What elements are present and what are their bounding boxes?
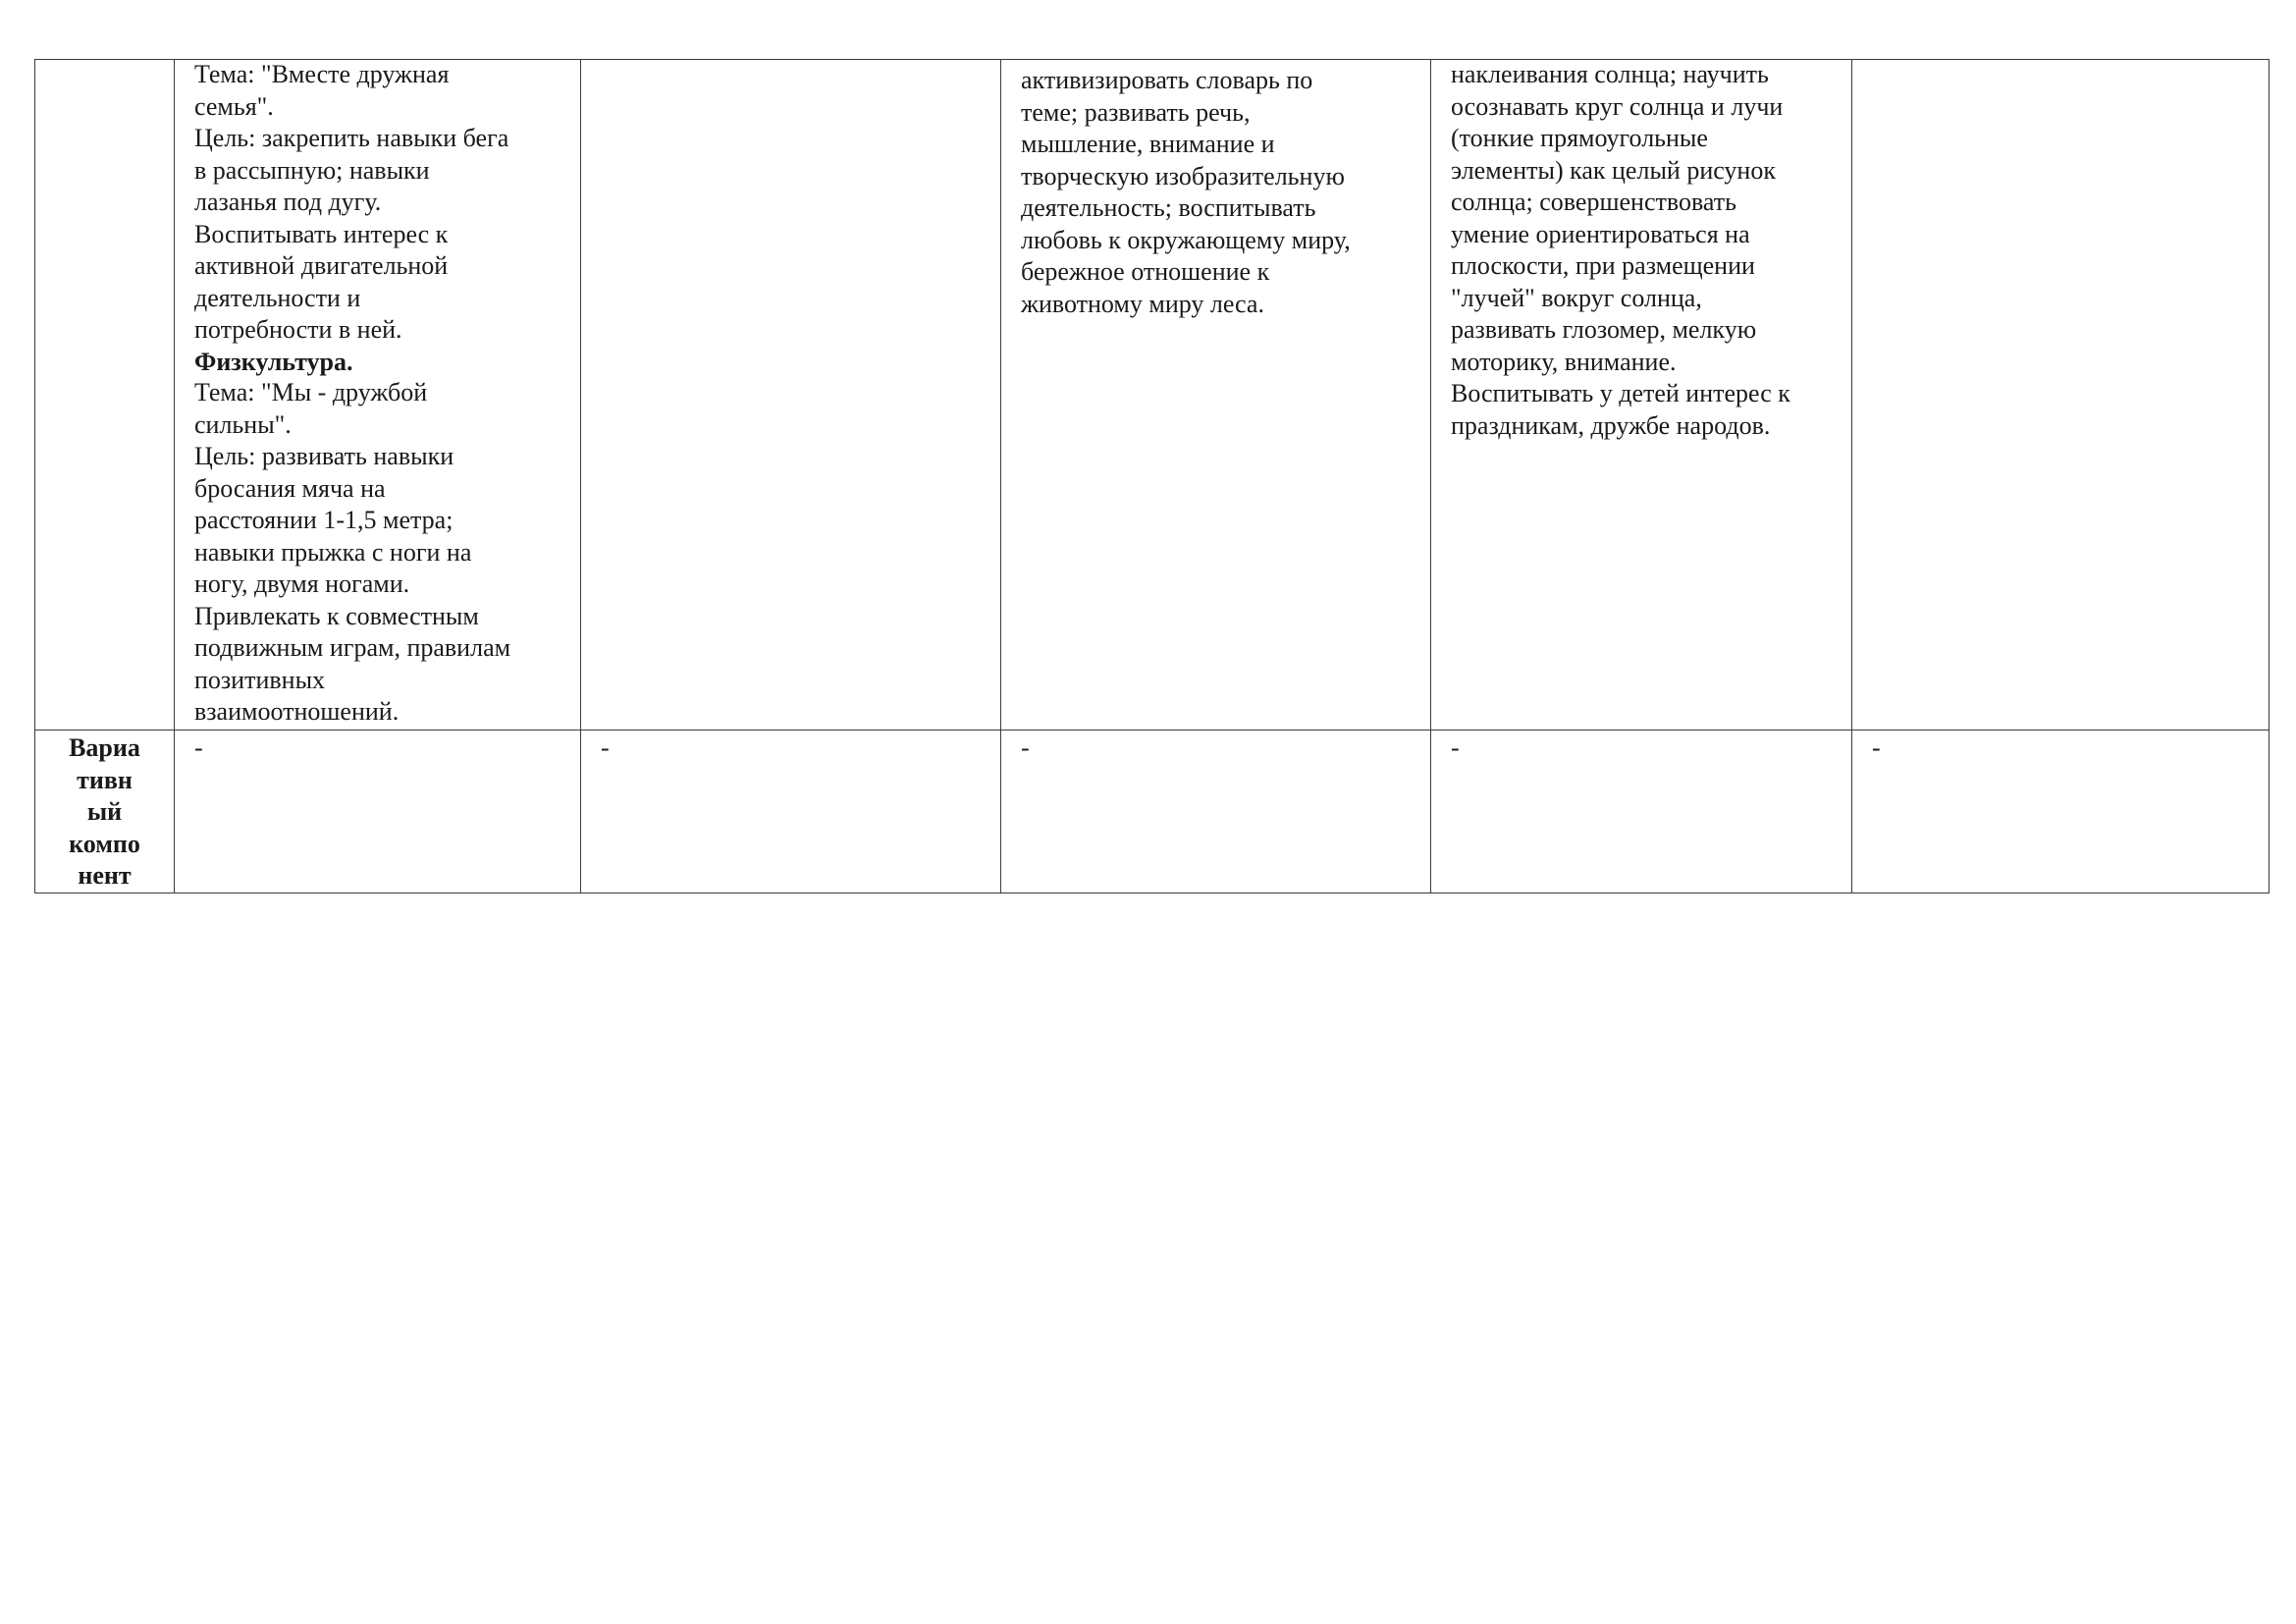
lesson-goals-text: активизировать словарь по теме; развивать речь, мышление, внимание и творческую изобразительную деятельность; воспитывать любовь к окружающему миру, бережное отношение к животному миру леса. <box>1021 66 1351 318</box>
cell-dash: - <box>1872 733 1881 762</box>
cell-dash: - <box>1021 733 1030 762</box>
cell-var-col3 <box>581 731 1001 893</box>
cell-main-col2 <box>175 60 581 731</box>
cell-main-col4 <box>1001 60 1431 731</box>
cell-var-col2 <box>175 731 581 893</box>
cell-main-col5 <box>1431 60 1852 731</box>
cell-main-col3 <box>581 60 1001 731</box>
table-row-main <box>35 60 2269 731</box>
table-row-variative <box>35 731 2269 893</box>
row-label-variative <box>35 731 175 893</box>
cell-dash: - <box>1451 733 1460 762</box>
cell-dash: - <box>194 733 203 762</box>
cell-dash: - <box>601 733 610 762</box>
cell-var-col6 <box>1852 731 2269 893</box>
section-heading-physical-education: Физкультура. <box>194 347 353 376</box>
plan-table <box>34 59 2269 893</box>
row-label-text: Вариа тивн ый компо нент <box>69 733 140 890</box>
cell-var-col5 <box>1431 731 1852 893</box>
cell-main-col1 <box>35 60 175 731</box>
cell-main-col6 <box>1852 60 2269 731</box>
lesson-goals-text: наклеивания солнца; научить осознавать круг солнца и лучи (тонкие прямоугольные элементы) как целый рисунок солнца; совершенствовать умение ориентироваться на плоскости, при размещении "лучей" вокруг солнца, развивать глозомер, мелкую моторику, внимание. Воспитывать у детей интерес к праздникам, дружбе народов. <box>1451 60 1790 440</box>
cell-var-col4 <box>1001 731 1431 893</box>
lesson-description-1: Тема: "Вместе дружная семья". Цель: закрепить навыки бега в рассыпную; навыки лазанья под дугу. Воспитывать интерес к активной двигательной деятельности и потребности в ней. <box>194 60 509 344</box>
lesson-description-2: Тема: "Мы - дружбой сильны". Цель: развивать навыки бросания мяча на расстоянии 1-1,5 метра; навыки прыжка с ноги на ногу, двумя ногами. Привлекать к совместным подвижным играм, правилам позитивных взаимоотношений. <box>194 378 511 726</box>
